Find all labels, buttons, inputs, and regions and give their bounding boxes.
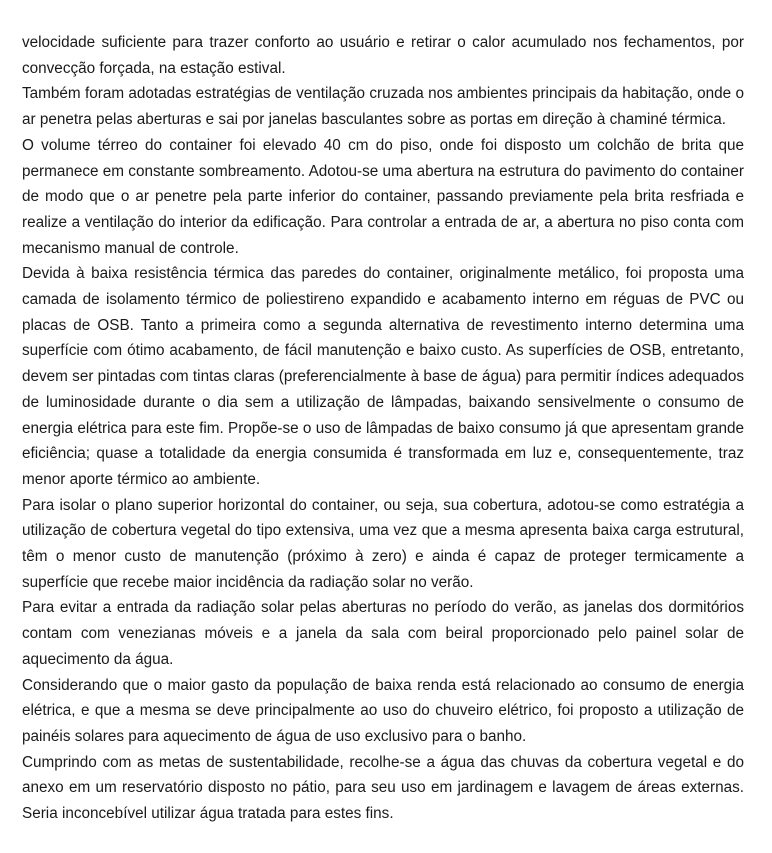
paragraph-elevated-container: O volume térreo do container foi elevado 40 cm do piso, onde foi disposto um colchão de brita que permanece em constante sombreamento. Adotou-se uma abertura na estrutura do pavimento do container de modo que o ar penetre pela parte inferior do container, passando previamente pela brita resfriada e realize a ventilação do interior da edificação. Para controlar a entrada de ar, a abertura no piso conta com mecanismo manual de controle. — [22, 136, 744, 257]
paragraph-thermal-insulation: Devida à baixa resistência térmica das paredes do container, originalmente metálico, foi proposta uma camada de isolamento térmico de poliestireno expandido e acabamento interno em réguas de PVC ou placas de OSB. Tanto a primeira como a segunda alternativa de revestimento interno determina uma superfície com ótimo acabamento, de fácil manutenção e baixo custo. As superfícies de OSB, entretanto, devem ser pintadas com tintas claras (preferencialmente à base de água) para permitir índices adequados de luminosidade durante o dia sem a utilização de lâmpadas, baixando sensivelmente o consumo de energia elétrica para este fim. Propõe-se o uso de lâmpadas de baixo consumo já que apresentam grande eficiência; quase a totalidade da energia consumida é transformada em luz e, consequentemente, traz menor aporte térmico ao ambiente. — [22, 265, 744, 488]
paragraph-rainwater: Cumprindo com as metas de sustentabilidade, recolhe-se a água das chuvas da cobertura vegetal e do anexo em um reservatório disposto no pátio, para seu uso em jardinagem e lavagem de áreas externas. Seria inconcebível utilizar água tratada para estes fins. — [22, 753, 744, 823]
paragraph-green-roof: Para isolar o plano superior horizontal do container, ou seja, sua cobertura, adotou-se como estratégia a utilização de cobertura vegetal do tipo extensiva, uma vez que a mesma apresenta baixa carga estrutural, têm o menor custo de manutenção (próximo à zero) e ainda é capaz de proteger termicamente a superfície que recebe maior incidência da radiação solar no verão. — [22, 496, 744, 591]
paragraph-solar-panels: Considerando que o maior gasto da população de baixa renda está relacionado ao consumo de energia elétrica, e que a mesma se deve principalmente ao uso do chuveiro elétrico, foi proposto a utilização de painéis solares para aquecimento de água de uso exclusivo para o banho. — [22, 676, 744, 745]
paragraph-solar-shading: Para evitar a entrada da radiação solar pelas aberturas no período do verão, as janelas dos dormitórios contam com venezianas móveis e a janela da sala com beiral proporcionado pelo painel solar de aquecimento da água. — [22, 599, 744, 668]
paragraph-convection: velocidade suficiente para trazer conforto ao usuário e retirar o calor acumulado nos fechamentos, por convecção forçada, na estação estival. — [22, 34, 744, 77]
paragraph-cross-ventilation: Também foram adotadas estratégias de ventilação cruzada nos ambientes principais da habitação, onde o ar penetra pelas aberturas e sai por janelas basculantes sobre as portas em direção à chaminé térmica. — [22, 85, 744, 129]
